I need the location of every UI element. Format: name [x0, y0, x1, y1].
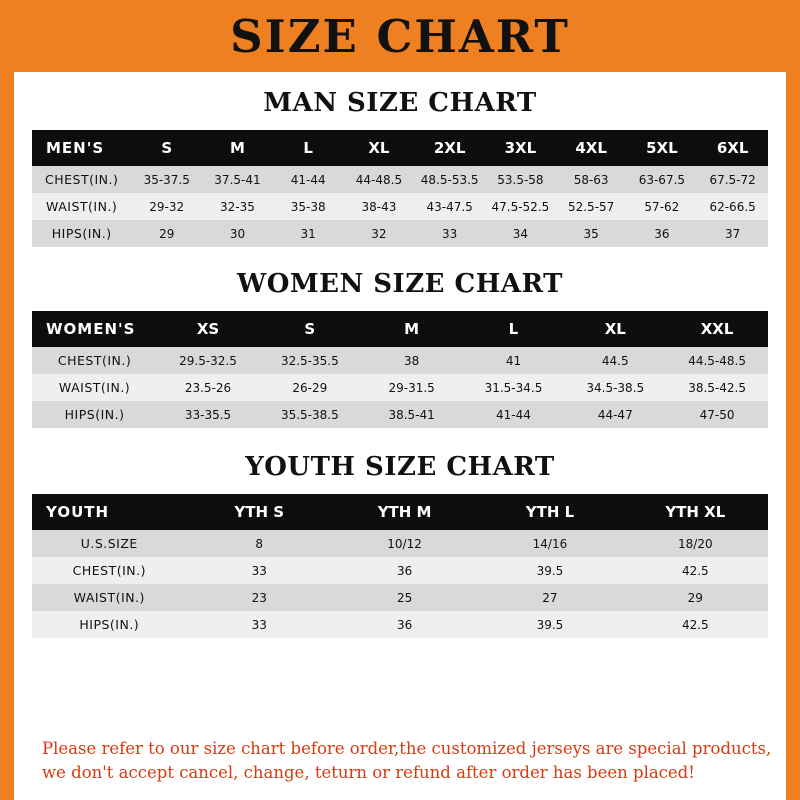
- table-cell: 58-63: [573, 172, 609, 187]
- table-cell: 31: [300, 226, 316, 241]
- women-header-cell: S: [304, 320, 316, 338]
- table-row: [32, 374, 768, 401]
- table-header-row: [32, 311, 768, 347]
- footer-line-1: Please refer to our size chart before order,the customized jerseys are special products,: [42, 738, 772, 758]
- table-cell: 42.5: [681, 563, 709, 578]
- page-title: SIZE CHART: [230, 9, 570, 63]
- man-header-cell: 5XL: [646, 139, 678, 157]
- man-section-title: MAN SIZE CHART: [263, 88, 537, 118]
- man-header-cell: XL: [368, 139, 390, 157]
- table-cell: 29: [159, 226, 175, 241]
- table-cell: 48.5-53.5: [420, 172, 479, 187]
- women-header-cell: XS: [196, 320, 220, 338]
- man-header-cell: L: [303, 139, 313, 157]
- table-cell: 27: [542, 590, 558, 605]
- table-cell: 39.5: [536, 563, 564, 578]
- table-cell: 33: [251, 617, 267, 632]
- table-cell: 36: [396, 617, 413, 632]
- table-cell: 29.5-32.5: [179, 353, 237, 368]
- table-cell: 47-50: [699, 407, 735, 422]
- table-cell: 41-44: [290, 172, 326, 187]
- table-cell: 39.5: [536, 617, 564, 632]
- table-cell: 23.5-26: [184, 380, 232, 395]
- table-cell: 42.5: [681, 617, 709, 632]
- man-header-cell: 3XL: [504, 139, 537, 157]
- row-label: U.S.SIZE: [80, 536, 138, 551]
- women-header-cell: L: [508, 320, 519, 338]
- table-row: [32, 401, 768, 428]
- youth-section-title: YOUTH SIZE CHART: [245, 452, 555, 482]
- table-row: [32, 193, 768, 220]
- row-label: HIPS(IN.): [64, 407, 125, 422]
- table-cell: 35.5-38.5: [280, 407, 339, 422]
- table-cell: 44-48.5: [355, 172, 403, 187]
- table-cell: 29-31.5: [388, 380, 435, 395]
- table-row: [32, 220, 768, 247]
- youth-header-cell: YTH M: [377, 503, 432, 521]
- man-header-cell: 6XL: [716, 139, 749, 157]
- table-cell: 33-35.5: [184, 407, 232, 422]
- table-cell: 63-67.5: [638, 172, 686, 187]
- women-header-cell: M: [404, 320, 420, 338]
- table-row: [32, 584, 768, 611]
- man-table-header: [32, 130, 768, 166]
- table-cell: 36: [396, 563, 413, 578]
- women-size-section: [14, 269, 786, 428]
- footer-line-2: we don't accept cancel, change, teturn or refund after order has been placed!: [42, 763, 695, 783]
- man-size-section: [14, 88, 786, 247]
- row-label: CHEST(IN.): [57, 353, 132, 368]
- table-cell: 34: [512, 226, 529, 241]
- table-cell: 31.5-34.5: [484, 380, 543, 395]
- man-header-cell: 4XL: [575, 139, 607, 157]
- table-cell: 37.5-41: [214, 172, 261, 187]
- table-cell: 29: [687, 590, 703, 605]
- youth-table-body: [32, 530, 768, 638]
- table-cell: 25: [396, 590, 413, 605]
- row-label: HIPS(IN.): [79, 617, 140, 632]
- man-size-table: [32, 130, 768, 247]
- table-cell: 32: [371, 226, 387, 241]
- table-cell: 29-32: [149, 199, 185, 214]
- man-table-body: [32, 166, 768, 247]
- man-header-cell: MEN'S: [46, 139, 105, 157]
- table-cell: 38: [404, 353, 420, 368]
- table-cell: 43-47.5: [426, 199, 473, 214]
- table-cell: 44.5-48.5: [688, 353, 746, 368]
- table-cell: 30: [229, 226, 246, 241]
- table-cell: 53.5-58: [497, 172, 544, 187]
- table-header-row: [32, 494, 768, 530]
- women-header-cell: XL: [604, 320, 626, 338]
- table-cell: 37: [724, 226, 741, 241]
- table-cell: 35: [583, 226, 599, 241]
- table-cell: 18/20: [678, 536, 713, 551]
- table-cell: 35-37.5: [143, 172, 190, 187]
- table-cell: 35-38: [290, 199, 326, 214]
- youth-size-section: [14, 452, 786, 638]
- table-row: [32, 557, 768, 584]
- women-size-table: [32, 311, 768, 428]
- table-cell: 8: [255, 536, 264, 551]
- table-cell: 52.5-57: [567, 199, 615, 214]
- table-row: [32, 530, 768, 557]
- women-table-header: [32, 311, 768, 347]
- table-cell: 38.5-42.5: [688, 380, 746, 395]
- row-label: CHEST(IN.): [72, 563, 146, 578]
- table-row: [32, 611, 768, 638]
- table-cell: 44.5: [601, 353, 629, 368]
- youth-table-header: [32, 494, 768, 530]
- row-label: WAIST(IN.): [46, 199, 118, 214]
- table-cell: 26-29: [292, 380, 328, 395]
- footer-disclaimer: [28, 727, 772, 800]
- table-row: [32, 347, 768, 374]
- table-cell: 14/16: [532, 536, 568, 551]
- table-cell: 38-43: [361, 199, 397, 214]
- man-header-cell: S: [161, 139, 173, 157]
- youth-header-cell: YTH L: [525, 503, 575, 521]
- women-table-body: [32, 347, 768, 428]
- table-header-row: [32, 130, 768, 166]
- table-cell: 34.5-38.5: [586, 380, 645, 395]
- table-cell: 41-44: [496, 407, 531, 422]
- row-label: CHEST(IN.): [45, 172, 119, 187]
- header-band: [0, 0, 800, 72]
- table-cell: 44-47: [597, 407, 633, 422]
- table-cell: 36: [654, 226, 670, 241]
- youth-header-cell: YTH XL: [665, 503, 726, 521]
- row-label: WAIST(IN.): [58, 380, 131, 395]
- table-cell: 67.5-72: [709, 172, 756, 187]
- table-cell: 47.5-52.5: [491, 199, 550, 214]
- row-label: WAIST(IN.): [73, 590, 145, 605]
- youth-header-cell: YOUTH: [46, 503, 110, 521]
- table-cell: 33: [251, 563, 267, 578]
- table-cell: 57-62: [644, 199, 680, 214]
- row-label: HIPS(IN.): [51, 226, 112, 241]
- table-cell: 23: [251, 590, 267, 605]
- table-cell: 10/12: [387, 536, 422, 551]
- man-header-cell: M: [229, 139, 245, 157]
- table-cell: 41: [505, 353, 522, 368]
- youth-header-cell: YTH S: [234, 503, 285, 521]
- man-header-cell: 2XL: [433, 139, 466, 157]
- youth-size-table: [32, 494, 768, 638]
- table-cell: 62-66.5: [709, 199, 756, 214]
- women-header-cell: XXL: [700, 320, 734, 338]
- table-cell: 33: [442, 226, 458, 241]
- table-cell: 32-35: [220, 199, 255, 214]
- table-cell: 32.5-35.5: [280, 353, 339, 368]
- women-header-cell: WOMEN'S: [46, 320, 136, 338]
- women-section-title: WOMEN SIZE CHART: [237, 269, 563, 299]
- table-cell: 38.5-41: [388, 407, 435, 422]
- table-row: [32, 166, 768, 193]
